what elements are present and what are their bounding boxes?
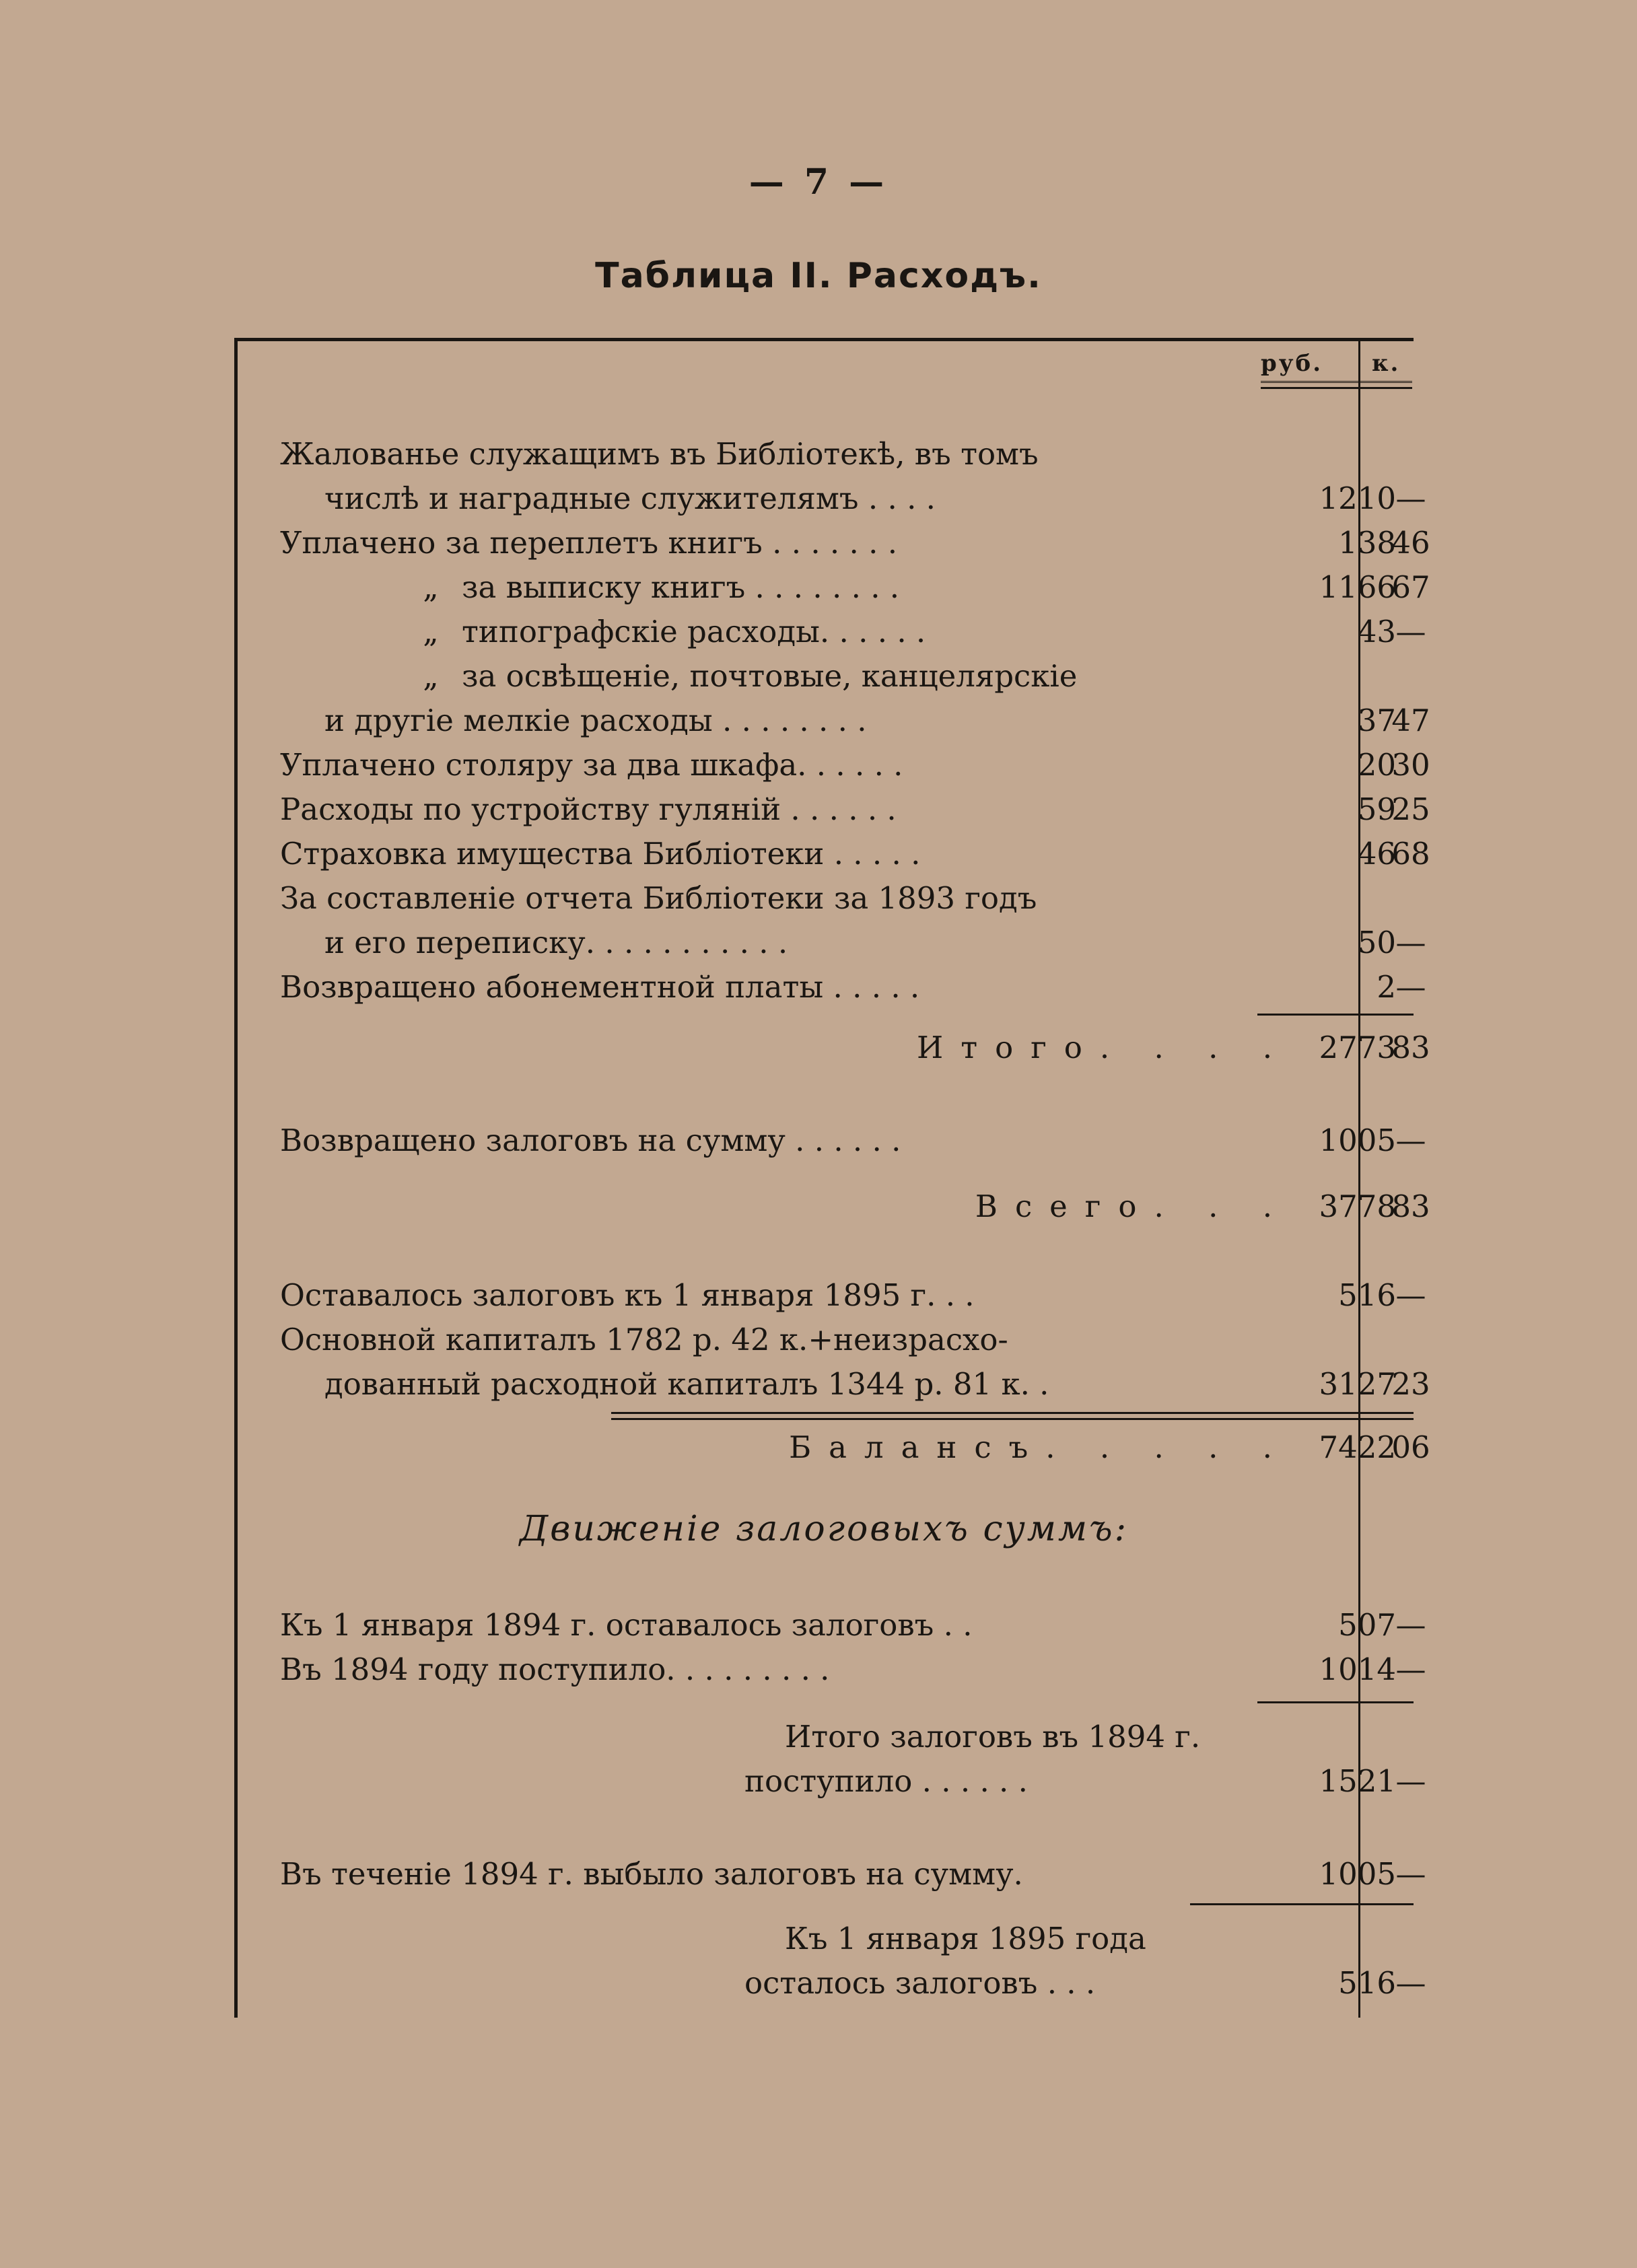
expense-row <box>280 565 1430 610</box>
movement-row <box>280 1647 1426 1692</box>
total-received-row <box>280 1759 1426 1804</box>
header-kop: к. <box>1372 350 1401 377</box>
row-rub: 1521 <box>1319 1763 1396 1799</box>
row-kop: 30 <box>1391 747 1430 783</box>
row-rub: 37 <box>1357 703 1396 738</box>
expense-row <box>280 610 1426 654</box>
row-kop: — <box>1395 1965 1426 2001</box>
movement-heading: Движеніе залоговыхъ суммъ: <box>519 1509 1129 1549</box>
received-rule <box>1257 1701 1414 1703</box>
row-desc: дованный расходной капиталъ 1344 р. 81 к. . <box>324 1366 1049 1402</box>
row-desc: Уплачено столяру за два шкафа. . . . . . <box>280 747 903 783</box>
row-desc: Въ теченіе 1894 г. выбыло залоговъ на сумму. <box>280 1856 1023 1892</box>
capital-row <box>280 1318 1414 1362</box>
expense-row <box>280 832 1430 876</box>
row-desc: осталось залоговъ . . . <box>744 1965 1096 2001</box>
row-kop: 67 <box>1391 569 1430 605</box>
row-desc: За составленіе отчета Библіотеки за 1893 годъ <box>280 880 1037 916</box>
expense-row <box>280 521 1430 565</box>
withdrawn-row <box>280 1852 1426 1897</box>
row-desc: Въ 1894 году поступило. . . . . . . . . <box>280 1652 830 1687</box>
header-rub: руб. <box>1261 350 1323 377</box>
table-title: Таблица II. Расходъ. <box>595 256 1042 296</box>
expense-row <box>280 476 1426 521</box>
row-rub: 138 <box>1338 525 1396 561</box>
row-rub: 50 <box>1357 925 1396 960</box>
row-rub: 1005 <box>1319 1856 1396 1892</box>
row-desc: Основной капиталъ 1782 р. 42 к.+неизрасхо- <box>280 1322 1008 1357</box>
row-kop: 46 <box>1391 525 1430 561</box>
itogo-label: Итого. . . . <box>916 1030 1290 1065</box>
balance-kop: 06 <box>1391 1429 1430 1465</box>
row-desc: за выписку книгъ . . . . . . . . <box>462 569 900 605</box>
row-desc: числѣ и наградные служителямъ . . . . <box>324 481 936 516</box>
vsego-label: Всего. . . <box>975 1189 1290 1224</box>
page-number: — 7 — <box>748 162 889 203</box>
row-desc: Возвращено абонементной платы . . . . . <box>280 969 920 1005</box>
expense-row <box>280 743 1430 787</box>
row-rub: 1005 <box>1319 1123 1396 1158</box>
row-desc: поступило . . . . . . <box>744 1763 1028 1799</box>
row-rub: 59 <box>1357 791 1396 827</box>
remaining-row <box>280 1961 1426 2006</box>
row-kop: — <box>1395 1763 1426 1799</box>
expense-row <box>280 787 1430 832</box>
balance-rule <box>611 1412 1414 1420</box>
header-underline <box>1261 381 1412 389</box>
row-desc: и его переписку. . . . . . . . . . . <box>324 925 788 960</box>
expense-table <box>234 338 1430 2018</box>
ditto-mark: „ <box>423 658 439 694</box>
expense-row <box>280 699 1430 743</box>
row-desc: Жалованье служащимъ въ Библіотекѣ, въ томъ <box>280 436 1039 472</box>
row-desc: Къ 1 января 1894 г. оставалось залоговъ . . <box>280 1607 973 1643</box>
vsego-rub: 3778 <box>1319 1189 1396 1224</box>
row-kop: 47 <box>1391 703 1430 738</box>
row-kop: — <box>1395 614 1426 649</box>
returned-deposits-row <box>280 1119 1426 1163</box>
row-desc: за освѣщеніе, почтовые, канцелярскіе <box>462 658 1078 694</box>
itogo-rub: 2773 <box>1319 1030 1396 1065</box>
row-desc: Оставалось залоговъ къ 1 января 1895 г. . . <box>280 1277 975 1313</box>
row-kop: 23 <box>1391 1366 1430 1402</box>
capital-row <box>280 1362 1430 1407</box>
row-kop: — <box>1395 925 1426 960</box>
row-rub: 46 <box>1357 836 1396 872</box>
movement-row <box>280 1603 1426 1647</box>
balance-rub: 7422 <box>1319 1429 1396 1465</box>
balance-row <box>280 1425 1430 1470</box>
remaining-row <box>280 1917 1414 1961</box>
row-kop: — <box>1395 481 1426 516</box>
row-desc: Къ 1 января 1895 года <box>785 1921 1146 1956</box>
balance-label: Балансъ. . . . . <box>789 1429 1290 1465</box>
subtotal-rule <box>1257 1014 1414 1016</box>
itogo-row <box>280 1026 1430 1070</box>
row-kop: — <box>1395 1277 1426 1313</box>
row-desc: Страховка имущества Библіотеки . . . . . <box>280 836 921 872</box>
row-rub: 3127 <box>1319 1366 1396 1402</box>
expense-row <box>280 965 1426 1009</box>
expense-row <box>280 432 1414 476</box>
ditto-mark: „ <box>423 614 439 649</box>
row-rub: 516 <box>1338 1965 1396 2001</box>
row-kop: — <box>1395 969 1426 1005</box>
remaining-rule <box>1190 1903 1414 1905</box>
row-desc: типографскіе расходы. . . . . . <box>462 614 926 649</box>
vsego-kop: 83 <box>1391 1189 1430 1224</box>
row-desc: Возвращено залоговъ на сумму . . . . . . <box>280 1123 901 1158</box>
row-rub: 1210 <box>1319 481 1396 516</box>
row-desc: Уплачено за переплетъ книгъ . . . . . . . <box>280 525 898 561</box>
row-desc: и другіе мелкіе расходы . . . . . . . . <box>324 703 867 738</box>
expense-row <box>280 876 1414 921</box>
deposits-row <box>280 1273 1426 1318</box>
table-left-rule <box>234 338 238 2018</box>
row-rub: 20 <box>1357 747 1396 783</box>
row-rub: 1166 <box>1319 569 1396 605</box>
row-kop: — <box>1395 1652 1426 1687</box>
itogo-kop: 83 <box>1391 1030 1430 1065</box>
row-rub: 1014 <box>1319 1652 1396 1687</box>
row-desc: Расходы по устройству гуляній . . . . . . <box>280 791 897 827</box>
ditto-mark: „ <box>423 569 439 605</box>
row-rub: 2 <box>1377 969 1396 1005</box>
vsego-row <box>280 1184 1430 1229</box>
row-kop: — <box>1395 1607 1426 1643</box>
row-kop: 25 <box>1391 791 1430 827</box>
row-kop: 68 <box>1391 836 1430 872</box>
row-rub: 516 <box>1338 1277 1396 1313</box>
row-kop: — <box>1395 1123 1426 1158</box>
row-desc: Итого залоговъ въ 1894 г. <box>785 1719 1201 1755</box>
row-rub: 507 <box>1338 1607 1396 1643</box>
expense-row <box>280 921 1426 965</box>
row-rub: 43 <box>1357 614 1396 649</box>
table-top-rule <box>234 338 1414 341</box>
total-received-row <box>280 1715 1414 1759</box>
row-kop: — <box>1395 1856 1426 1892</box>
expense-row <box>280 654 1414 699</box>
